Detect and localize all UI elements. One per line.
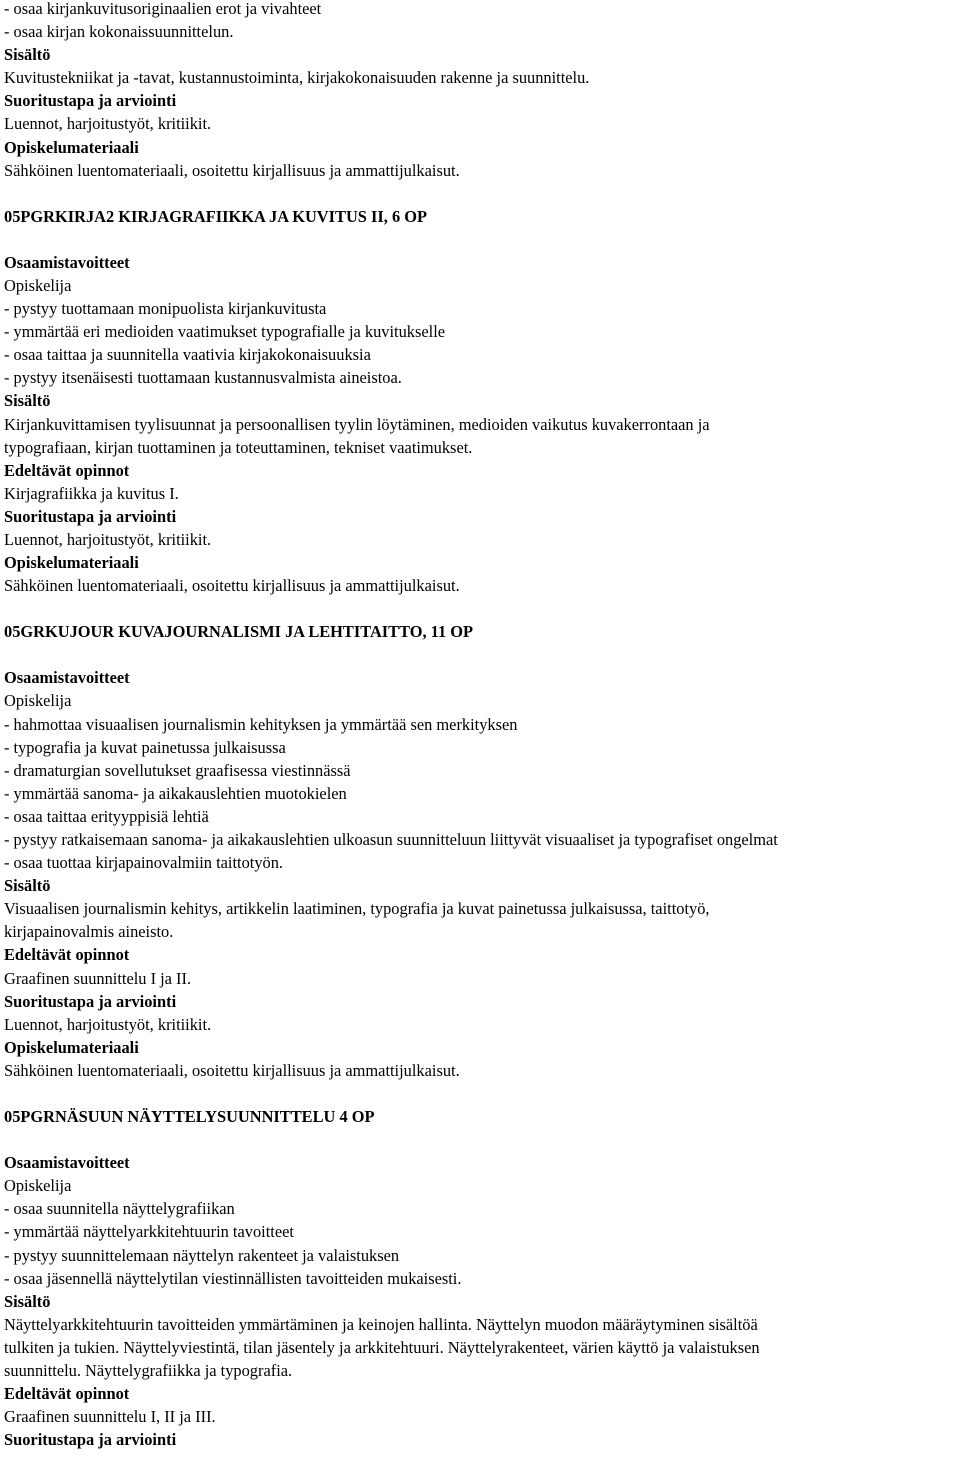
goal-item: - osaa suunnitella näyttelygrafiikan [4, 1199, 235, 1219]
content-text: Näyttelyarkkitehtuurin tavoitteiden ymmärtäminen ja keinojen hallinta. Näyttelyn muodon määräytyminen sisältöä [4, 1314, 758, 1334]
student-label: Opiskelija [4, 691, 72, 711]
prereq-text: Graafinen suunnittelu I, II ja III. [4, 1407, 216, 1427]
content-label: Sisältö [4, 1291, 51, 1311]
goal-item: - typografia ja kuvat painetussa julkaisussa [4, 737, 286, 757]
method-text: Luennot, harjoitustyöt, kritiikit. [4, 114, 212, 134]
intro-section [4, 0, 960, 182]
course-section [4, 205, 960, 598]
goal-item: - osaa tuottaa kirjapainovalmiin taittotyön. [4, 853, 284, 873]
material-text: Sähköinen luentomateriaali, osoitettu kirjallisuus ja ammattijulkaisut. [4, 576, 460, 596]
content-text: tulkiten ja tukien. Näyttelyviestintä, tilan jäsentely ja arkkitehtuuri. Näyttelyrakenteet, värien käyttö ja valaistuksen [4, 1337, 760, 1357]
goal-item: - osaa taittaa ja suunnitella vaativia kirjakokonaisuuksia [4, 345, 371, 365]
content-label: Sisältö [4, 876, 51, 896]
method-label: Suoritustapa ja arviointi [4, 506, 177, 526]
method-label: Suoritustapa ja arviointi [4, 91, 177, 111]
goal-item: - osaa kirjankuvitusoriginaalien erot ja vivahteet [4, 0, 322, 18]
course-title: 05PGRKIRJA2 KIRJAGRAFIIKKA JA KUVITUS II, 6 OP [4, 206, 428, 226]
outcomes-label: Osaamistavoitteet [4, 668, 130, 688]
method-text: Luennot, harjoitustyöt, kritiikit. [4, 529, 212, 549]
goal-item: - pystyy suunnittelemaan näyttelyn rakenteet ja valaistuksen [4, 1245, 400, 1265]
course-title: 05GRKUJOUR KUVAJOURNALISMI JA LEHTITAITTO, 11 OP [4, 622, 474, 642]
method-label: Suoritustapa ja arviointi [4, 1430, 177, 1450]
prereq-text: Kirjagrafiikka ja kuvitus I. [4, 483, 179, 503]
material-label: Opiskelumateriaali [4, 137, 139, 157]
outcomes-label: Osaamistavoitteet [4, 1153, 130, 1173]
goal-item: - ymmärtää sanoma- ja aikakauslehtien muotokielen [4, 783, 347, 803]
prereq-label: Edeltävät opinnot [4, 1384, 130, 1404]
material-text: Sähköinen luentomateriaali, osoitettu kirjallisuus ja ammattijulkaisut. [4, 160, 460, 180]
course-section [4, 620, 960, 1082]
content-label: Sisältö [4, 45, 51, 65]
prereq-label: Edeltävät opinnot [4, 460, 130, 480]
goal-item: - ymmärtää näyttelyarkkitehtuurin tavoitteet [4, 1222, 294, 1242]
goal-item: - osaa jäsennellä näyttelytilan viestinnällisten tavoitteiden mukaisesti. [4, 1268, 462, 1288]
content-text: kirjapainovalmis aineisto. [4, 922, 174, 942]
goal-item: - pystyy tuottamaan monipuolista kirjankuvitusta [4, 299, 327, 319]
goal-item: - dramaturgian sovellutukset graafisessa viestinnässä [4, 760, 351, 780]
course-section [4, 1105, 960, 1451]
method-text: Luennot, harjoitustyöt, kritiikit. [4, 1014, 212, 1034]
student-label: Opiskelija [4, 275, 72, 295]
goal-item: - pystyy ratkaisemaan sanoma- ja aikakauslehtien ulkoasun suunnitteluun liittyvät visuaaliset ja typografiset ongelmat [4, 830, 778, 849]
content-text: Kuvitustekniikat ja -tavat, kustannustoiminta, kirjakokonaisuuden rakenne ja suunnittelu. [4, 68, 590, 88]
course-title: 05PGRNÄSUUN NÄYTTELYSUUNNITTELU 4 OP [4, 1107, 375, 1127]
method-label: Suoritustapa ja arviointi [4, 991, 177, 1011]
goal-item: - osaa taittaa erityyppisiä lehtiä [4, 806, 209, 826]
document-page [4, 0, 960, 1451]
content-text: Visuaalisen journalismin kehitys, artikkelin laatiminen, typografia ja kuvat painetussa julkaisussa, taittotyö, [4, 899, 710, 919]
content-text: suunnittelu. Näyttelygrafiikka ja typografia. [4, 1360, 293, 1380]
content-text: typografiaan, kirjan tuottaminen ja toteuttaminen, tekniset vaatimukset. [4, 437, 473, 457]
content-text: Kirjankuvittamisen tyylisuunnat ja persoonallisen tyylin löytäminen, medioiden vaikutus kuvakerrontaan ja [4, 414, 710, 434]
student-label: Opiskelija [4, 1176, 72, 1196]
content-label: Sisältö [4, 391, 51, 411]
prereq-text: Graafinen suunnittelu I ja II. [4, 968, 192, 988]
prereq-label: Edeltävät opinnot [4, 945, 130, 965]
goal-item: - pystyy itsenäisesti tuottamaan kustannusvalmista aineistoa. [4, 368, 402, 388]
goal-item: - hahmottaa visuaalisen journalismin kehityksen ja ymmärtää sen merkityksen [4, 714, 518, 734]
outcomes-label: Osaamistavoitteet [4, 252, 130, 272]
material-text: Sähköinen luentomateriaali, osoitettu kirjallisuus ja ammattijulkaisut. [4, 1060, 460, 1080]
material-label: Opiskelumateriaali [4, 1037, 139, 1057]
material-label: Opiskelumateriaali [4, 553, 139, 573]
goal-item: - osaa kirjan kokonaissuunnittelun. [4, 22, 234, 42]
goal-item: - ymmärtää eri medioiden vaatimukset typografialle ja kuvitukselle [4, 322, 446, 342]
